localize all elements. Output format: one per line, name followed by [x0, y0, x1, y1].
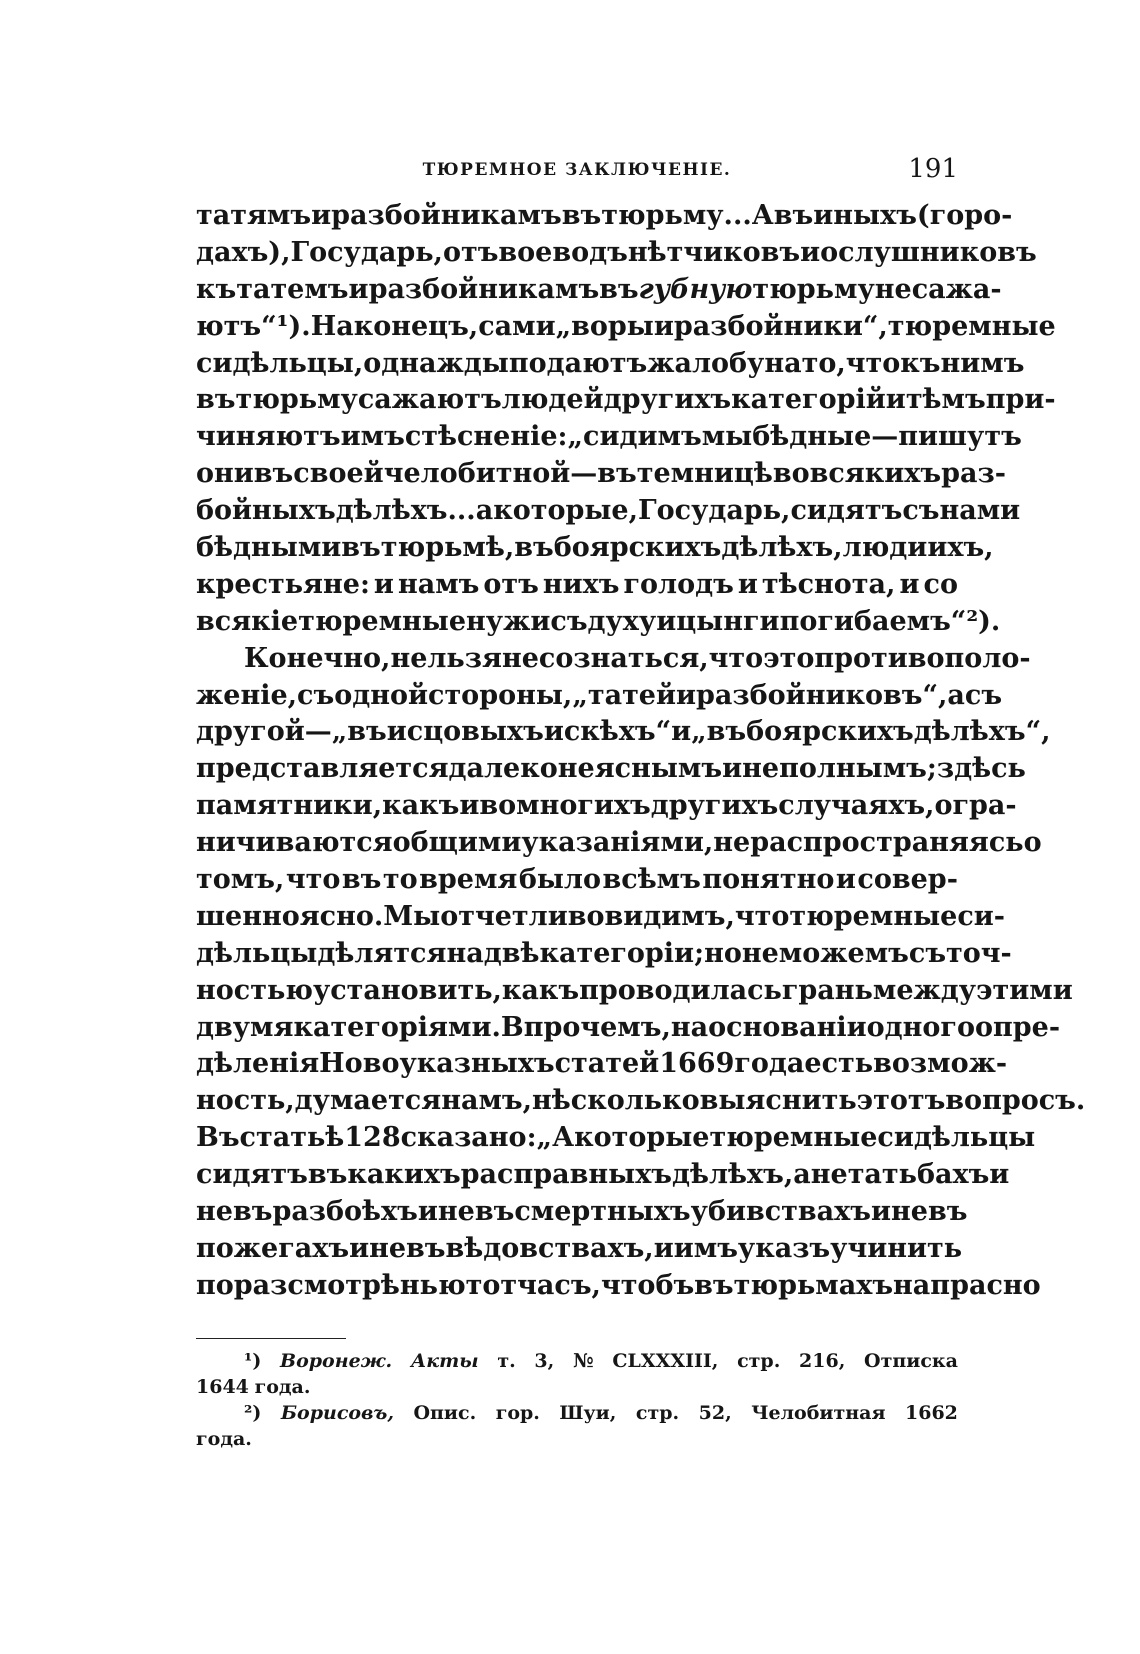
text-line: по разсмотрѣнью тотчасъ, чтобъ въ тюрьмахъ напрасно — [196, 1269, 1041, 1301]
italic-term: губную — [638, 273, 753, 305]
text-line: всякіе тюремные нужи съ духу и цынги погибаемъ“ ²). — [196, 604, 958, 641]
text-line: не въ разбоѣхъ и не въ смертныхъ убивствахъ и не въ — [196, 1196, 968, 1228]
text-line: двумя категоріями. Впрочемъ, на основаніи одного опре- — [196, 1011, 1061, 1043]
text-line: бѣдными въ тюрьмѣ, въ боярскихъ дѣлѣхъ, люди ихъ, — [196, 532, 994, 564]
text-line: дѣльцы дѣлятся на двѣ категоріи; но не можемъ съ точ- — [196, 937, 1012, 969]
text-line: чиняютъ имъ стѣсненіе: „сидимъ мы бѣдные—пишутъ — [196, 421, 1022, 453]
text-line: ностью установить, какъ проводилась грань между этими — [196, 974, 1073, 1006]
text-line: дахъ), Государь, отъ воеводъ нѣтчиковъ и ослушниковъ — [196, 236, 1037, 268]
text-line: Въ статьѣ 128 сказано: „А которые тюремные сидѣльцы — [196, 1122, 1036, 1154]
text-line: въ тюрьму сажаютъ людей другихъ категорій и тѣмъ при- — [196, 384, 1056, 416]
text-line: шенно ясно. Мы отчетливо видимъ, что тюремные си- — [196, 900, 1005, 932]
text-line: татямъ и разбойникамъ въ тюрьму... А въ иныхъ (горо- — [196, 200, 1013, 231]
text-line: они въ своей челобитной—въ темницѣ во всякихъ раз- — [196, 458, 1006, 490]
footnote-divider — [196, 1338, 346, 1339]
text-line: представляется далеко не яснымъ и не полнымъ; здѣсь — [196, 753, 1026, 785]
footnotes — [196, 1348, 958, 1452]
page-number: 191 — [908, 154, 958, 184]
text-line: сидѣльцы, однажды подаютъ жалобу на то, что къ нимъ — [196, 347, 1025, 379]
text-line-paragraph-start: Конечно, нельзя не сознаться, что это противополо- — [244, 642, 1031, 674]
footnote-1-continued: 1644 года. — [196, 1376, 311, 1398]
text-line: сидятъ въ какихъ расправныхъ дѣлѣхъ, а не татьбахъ и — [196, 1159, 1010, 1191]
text-line: крестьяне: и намъ отъ нихъ голодъ и тѣснота, и со — [196, 568, 958, 600]
text-line: ничиваются общими указаніями, не распространяясь о — [196, 827, 1042, 859]
text-line: памятники, какъ и во многихъ другихъ случаяхъ, огра- — [196, 790, 1017, 822]
text-line: бойныхъ дѣлѣхъ... а которые, Государь, сидятъ съ нами — [196, 495, 1021, 527]
body-text — [196, 198, 1086, 1305]
footnote-ref-2: ²). — [966, 605, 1001, 637]
footnote-2: ²) Борисовъ, Опис. гор. Шуи, стр. 52, Челобитная 1662 — [244, 1402, 958, 1424]
footnote-1: ¹) Воронеж. Акты т. 3, № CLXXXIII, стр. 216, Отписка — [244, 1350, 958, 1372]
running-title: ТЮРЕМНОЕ ЗАКЛЮЧЕНІЕ. — [422, 160, 732, 180]
text-line: ность, думается намъ, нѣсколько выяснить этотъ вопросъ. — [196, 1085, 1086, 1117]
footnote-2-continued: года. — [196, 1428, 252, 1450]
text-line: къ татемъ и разбойникамъ въ губную тюрьму не сажа- — [196, 272, 958, 309]
text-line: другой—„въ исцовыхъ искѣхъ“ и „въ боярскихъ дѣлѣхъ“, — [196, 716, 1051, 748]
running-head — [196, 154, 958, 188]
text-line: пожегахъ и не въ вѣдовствахъ, и имъ указъ учинить — [196, 1232, 963, 1264]
text-line: дѣленія Новоуказныхъ статей 1669 года есть возмож- — [196, 1048, 1008, 1080]
text-line: ютъ“ ¹). Наконецъ, сами „воры и разбойники“, тюремные — [196, 309, 958, 346]
text-line: томъ, что въ то время было всѣмъ понятно и совер- — [196, 864, 958, 896]
footnote-ref-1: ¹). — [276, 310, 311, 342]
text-line: женіе, съ одной стороны, „татей и разбойниковъ“, а съ — [196, 679, 1003, 711]
